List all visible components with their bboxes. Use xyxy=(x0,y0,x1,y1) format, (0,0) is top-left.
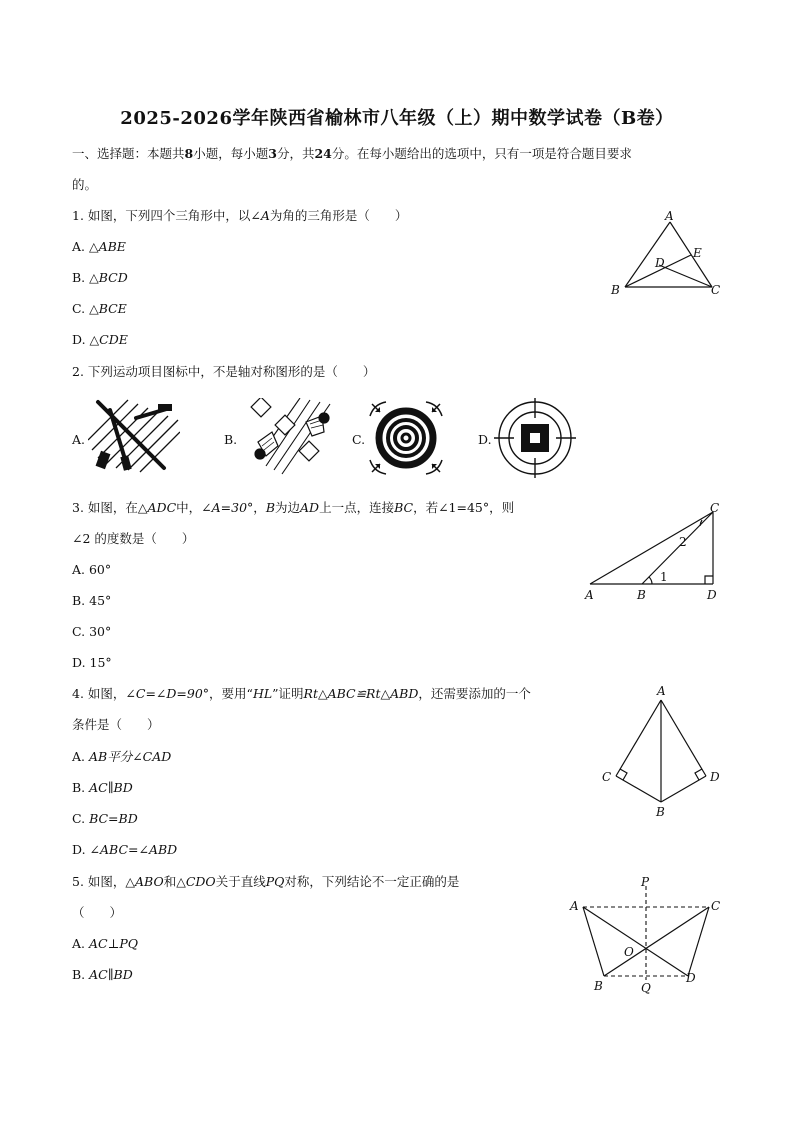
q5-symmetry-figure xyxy=(566,872,732,996)
segment-name: AD xyxy=(300,500,320,515)
stem-text: ，要用“ xyxy=(209,686,253,701)
option-key: C. xyxy=(72,624,90,639)
option-value: BC=BD xyxy=(89,811,138,826)
section-instructions-cont: 的。 xyxy=(72,177,98,192)
q1-triangle-figure xyxy=(600,205,730,300)
stem-text: ，若∠1=45°，则 xyxy=(413,500,515,515)
option-key: D. xyxy=(72,655,90,670)
condition: ∠C=∠D=90° xyxy=(125,686,210,701)
badminton-icon[interactable] xyxy=(238,398,338,478)
section-instructions xyxy=(72,146,632,162)
label-a: A xyxy=(585,588,594,602)
label-c: C xyxy=(710,501,720,515)
option-value: △BCD xyxy=(89,270,128,285)
q2-option-b-label[interactable]: B. xyxy=(224,432,238,447)
theorem-name: HL xyxy=(252,686,273,701)
section-text: 分，共 xyxy=(276,146,315,161)
q3-option-b[interactable] xyxy=(72,593,111,609)
stem-text: 5. 如图，△ xyxy=(72,874,136,889)
label-b: B xyxy=(611,283,620,297)
option-key: A. xyxy=(72,562,89,577)
option-key: B. xyxy=(72,967,90,982)
stem-text: 4. 如图， xyxy=(72,686,126,701)
points-each: 3 xyxy=(268,146,277,161)
q5-option-b[interactable] xyxy=(72,967,133,983)
q2-option-c-label[interactable]: C. xyxy=(352,432,366,447)
label-p: P xyxy=(641,875,650,889)
condition: ∠A=30° xyxy=(201,500,254,515)
archery-target-icon[interactable] xyxy=(366,398,446,478)
triangle-name: ABO xyxy=(135,874,164,889)
option-key: B. xyxy=(72,780,90,795)
congruence-statement: Rt△ABC≌Rt△ABD xyxy=(303,686,419,701)
option-value: AC⊥PQ xyxy=(88,936,138,951)
option-value: △BCE xyxy=(89,301,127,316)
stem-text: 1. 如图，下列四个三角形中，以 xyxy=(72,208,251,223)
option-key: C. xyxy=(72,811,90,826)
stem-text: 和△ xyxy=(163,874,186,889)
q4-kite-figure xyxy=(596,680,726,820)
question-4-stem-cont: 条件是（ ） xyxy=(72,717,160,732)
angle-2-label: 2 xyxy=(679,535,687,549)
label-c: C xyxy=(711,283,721,297)
stem-text: ，还需要添加的一个 xyxy=(418,686,531,701)
stem-text: 中， xyxy=(176,500,202,515)
label-d: D xyxy=(710,770,720,784)
label-d: D xyxy=(707,588,717,602)
triangle-name: CDO xyxy=(185,874,216,889)
label-b: B xyxy=(594,979,603,993)
option-value: 45° xyxy=(89,593,112,608)
stem-text: 关于直线 xyxy=(215,874,266,889)
option-key: A. xyxy=(72,936,89,951)
stem-text: 为角的三角形是（ ） xyxy=(269,208,408,223)
angle-symbol: ∠A xyxy=(250,208,270,223)
label-c: C xyxy=(602,770,612,784)
question-2-stem: 2. 下列运动项目图标中，不是轴对称图形的是（ ） xyxy=(72,364,376,379)
option-value: △ABE xyxy=(88,239,126,254)
q3-option-a[interactable] xyxy=(72,562,111,578)
label-b: B xyxy=(656,805,665,819)
q2-option-d-label[interactable]: D. xyxy=(478,432,492,447)
label-b: B xyxy=(637,588,646,602)
rowing-icon[interactable] xyxy=(88,396,180,476)
option-key: B. xyxy=(72,593,90,608)
section-text: 一、选择题：本题共 xyxy=(72,146,185,161)
q3-triangle-figure xyxy=(580,498,730,606)
q4-option-d[interactable] xyxy=(72,842,177,858)
question-count: 8 xyxy=(184,146,194,161)
label-a: A xyxy=(665,209,674,223)
label-d: D xyxy=(686,971,696,985)
question-5-stem xyxy=(72,874,459,890)
q3-option-d[interactable] xyxy=(72,655,112,671)
label-a: A xyxy=(657,684,666,698)
segment-name: BC xyxy=(394,500,414,515)
stem-text: ， xyxy=(253,500,266,515)
stem-text: 上一点，连接 xyxy=(319,500,395,515)
question-5-stem-cont: （ ） xyxy=(72,905,123,920)
q1-option-c[interactable] xyxy=(72,301,127,317)
option-value: AC∥BD xyxy=(89,967,133,982)
question-3-stem xyxy=(72,500,514,516)
section-text: 分。在每小题给出的选项中，只有一项是符合题目要求 xyxy=(331,146,632,161)
point-name: B xyxy=(265,500,275,515)
q1-option-a[interactable] xyxy=(72,239,126,255)
label-o: O xyxy=(624,945,634,959)
stem-text: 对称，下列结论不一定正确的是 xyxy=(284,874,460,889)
angle-1-label: 1 xyxy=(660,570,668,584)
triangle-name: ADC xyxy=(147,500,177,515)
q1-option-b[interactable] xyxy=(72,270,128,286)
question-4-stem xyxy=(72,686,531,702)
label-e: E xyxy=(693,246,702,260)
option-value: AB平分∠CAD xyxy=(88,749,172,764)
option-key: A. xyxy=(72,749,89,764)
option-key: D. xyxy=(72,332,90,347)
option-key: C. xyxy=(72,301,90,316)
q4-option-b[interactable] xyxy=(72,780,133,796)
points-total: 24 xyxy=(314,146,332,161)
shooting-target-icon[interactable] xyxy=(494,398,576,478)
option-value: 15° xyxy=(89,655,112,670)
q5-option-a[interactable] xyxy=(72,936,138,952)
q2-option-a-label[interactable]: A. xyxy=(72,432,86,447)
line-name: PQ xyxy=(265,874,285,889)
q3-option-c[interactable] xyxy=(72,624,111,640)
option-value: AC∥BD xyxy=(89,780,133,795)
label-d: D xyxy=(655,256,665,270)
label-q: Q xyxy=(641,981,651,995)
label-c: C xyxy=(711,899,721,913)
option-value: ∠ABC=∠ABD xyxy=(89,842,178,857)
stem-text: 为边 xyxy=(275,500,301,515)
q4-option-c[interactable] xyxy=(72,811,138,827)
section-text: 小题，每小题 xyxy=(193,146,269,161)
question-3-stem-cont: ∠2 的度数是（ ） xyxy=(72,531,195,546)
option-key: B. xyxy=(72,270,90,285)
stem-text: 3. 如图，在△ xyxy=(72,500,148,515)
option-value: 30° xyxy=(89,624,112,639)
option-key: D. xyxy=(72,842,90,857)
stem-text: ”证明 xyxy=(272,686,304,701)
q1-option-d[interactable] xyxy=(72,332,128,348)
question-1-stem xyxy=(72,208,407,224)
label-a: A xyxy=(570,899,579,913)
option-key: A. xyxy=(72,239,89,254)
q4-option-a[interactable] xyxy=(72,749,171,765)
option-value: 60° xyxy=(88,562,112,577)
page-title: 2025-2026学年陕西省榆林市八年级（上）期中数学试卷（B卷） xyxy=(120,108,674,129)
option-value: △CDE xyxy=(89,332,128,347)
